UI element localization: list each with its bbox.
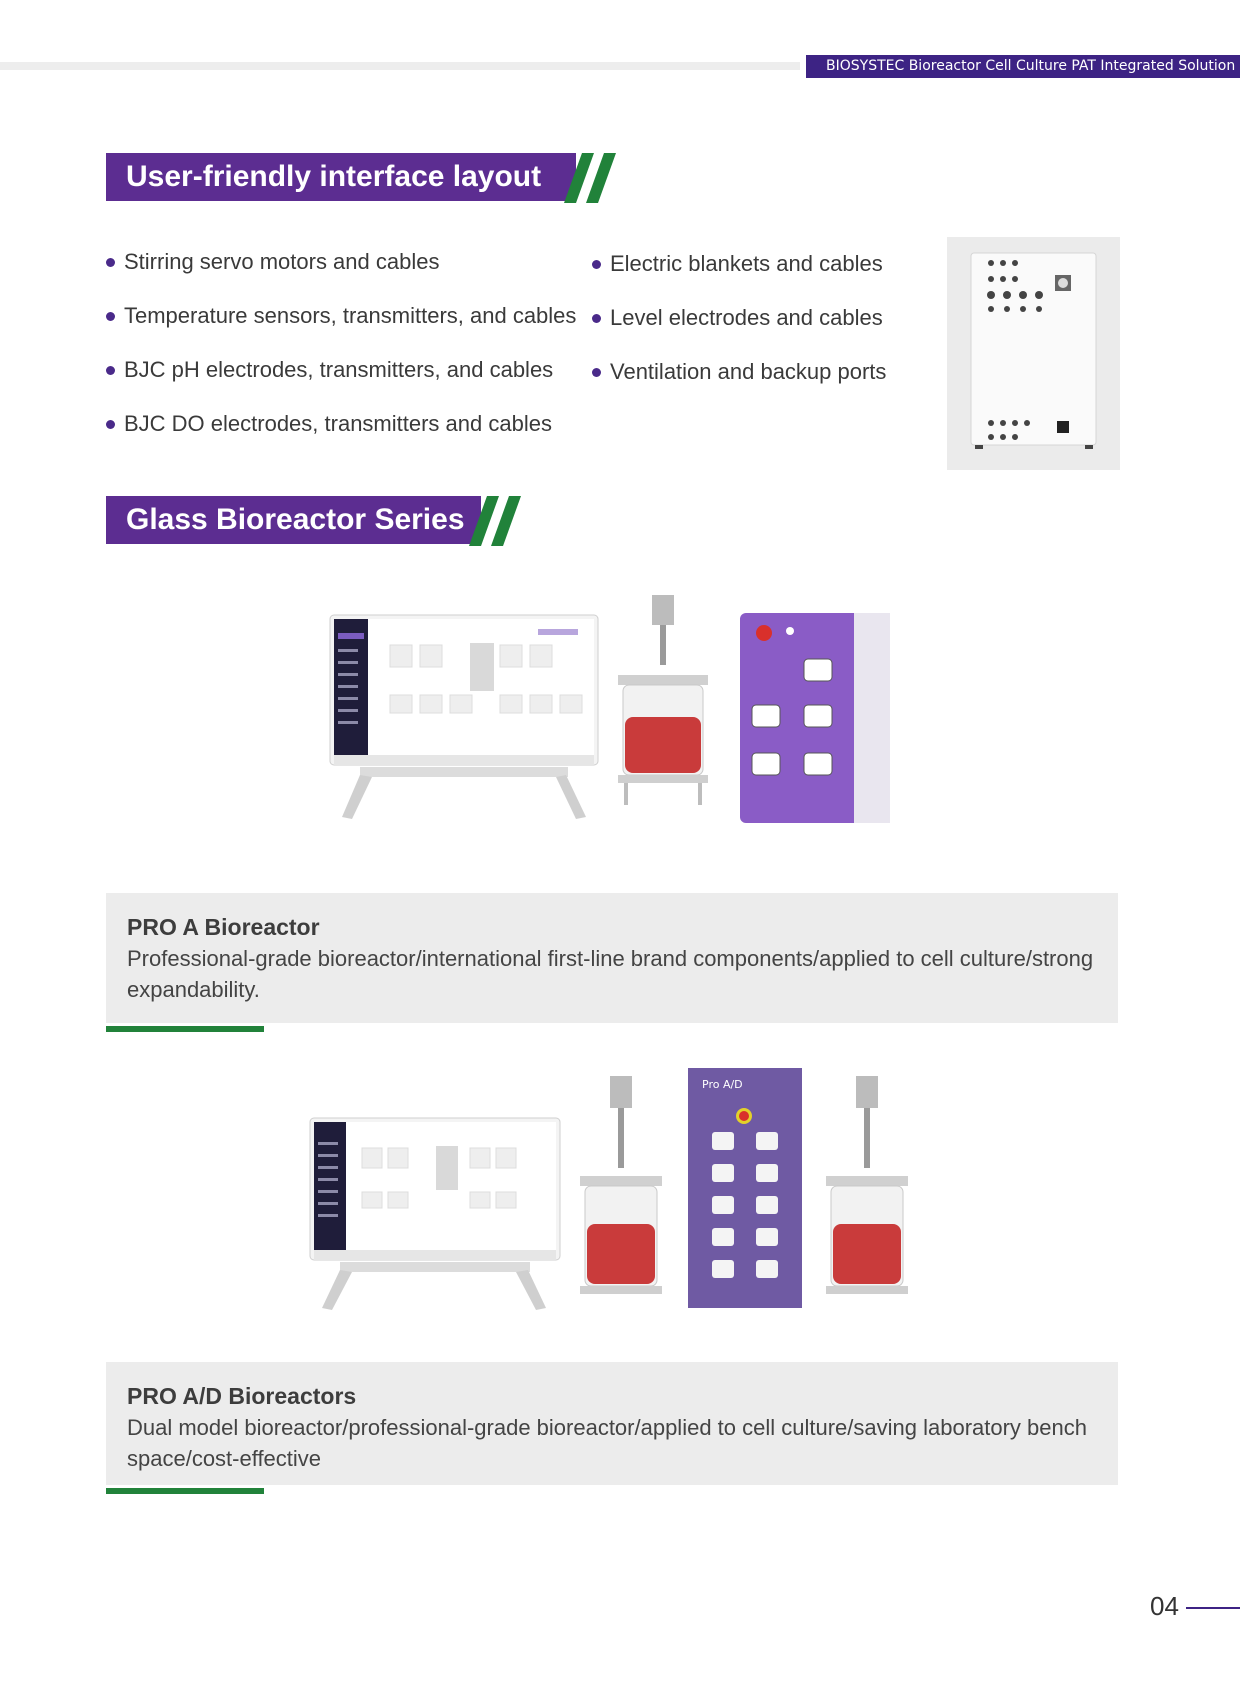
bullet-dot-icon: [106, 420, 115, 429]
bullet-text: BJC DO electrodes, transmitters and cables: [124, 411, 552, 436]
pro-ad-description: Dual model bioreactor/professional-grade bioreactor/applied to cell culture/saving laboratory bench space/cost-effective: [127, 1415, 1087, 1471]
list-item: [106, 355, 576, 409]
bullet-text: BJC pH electrodes, transmitters, and cables: [124, 357, 554, 382]
pro-ad-panel-label: Pro A/D: [702, 1078, 743, 1091]
bullet-text: Ventilation and backup ports: [610, 359, 887, 384]
pro-ad-title: PRO A/D Bioreactors: [127, 1383, 357, 1409]
pro-a-product-image: [320, 595, 900, 830]
bullet-text: Electric blankets and cables: [610, 251, 883, 276]
pro-a-caption: [106, 893, 1118, 1023]
controller-back-panel-image: [947, 237, 1120, 470]
page-number: 04: [1150, 1591, 1179, 1621]
section-title-interface-layout: User-friendly interface layout: [106, 153, 576, 201]
bullet-dot-icon: [592, 314, 601, 323]
list-item: [592, 357, 886, 411]
page-number-rule: [1186, 1607, 1240, 1609]
list-item: [592, 303, 886, 357]
title-slashes-icon: [469, 496, 533, 546]
document-header-tag: BIOSYSTEC Bioreactor Cell Culture PAT Integrated Solution: [806, 55, 1240, 78]
bullet-dot-icon: [592, 260, 601, 269]
bullet-text: Stirring servo motors and cables: [124, 249, 440, 274]
bullet-dot-icon: [106, 312, 115, 321]
pro-ad-product-image: [300, 1062, 920, 1318]
pro-a-description: Professional-grade bioreactor/international first-line brand components/applied to cell culture/strong expandability.: [127, 946, 1094, 1002]
bullet-dot-icon: [106, 366, 115, 375]
bullet-dot-icon: [106, 258, 115, 267]
header-rule: [0, 62, 800, 70]
bullet-dot-icon: [592, 368, 601, 377]
pro-ad-accent-bar: [106, 1488, 264, 1494]
pro-ad-caption: [106, 1362, 1118, 1485]
title-slashes-icon: [564, 153, 628, 203]
bullet-text: Temperature sensors, transmitters, and cables: [124, 303, 577, 328]
bullet-list-left: [106, 247, 576, 463]
list-item: [592, 249, 886, 303]
pro-a-accent-bar: [106, 1026, 264, 1032]
bullet-list-right: [592, 249, 886, 411]
list-item: [106, 409, 576, 463]
list-item: [106, 247, 576, 301]
list-item: [106, 301, 576, 355]
pro-a-title: PRO A Bioreactor: [127, 914, 320, 940]
bullet-text: Level electrodes and cables: [610, 305, 883, 330]
section-title-glass-bioreactor-series: Glass Bioreactor Series: [106, 496, 481, 544]
